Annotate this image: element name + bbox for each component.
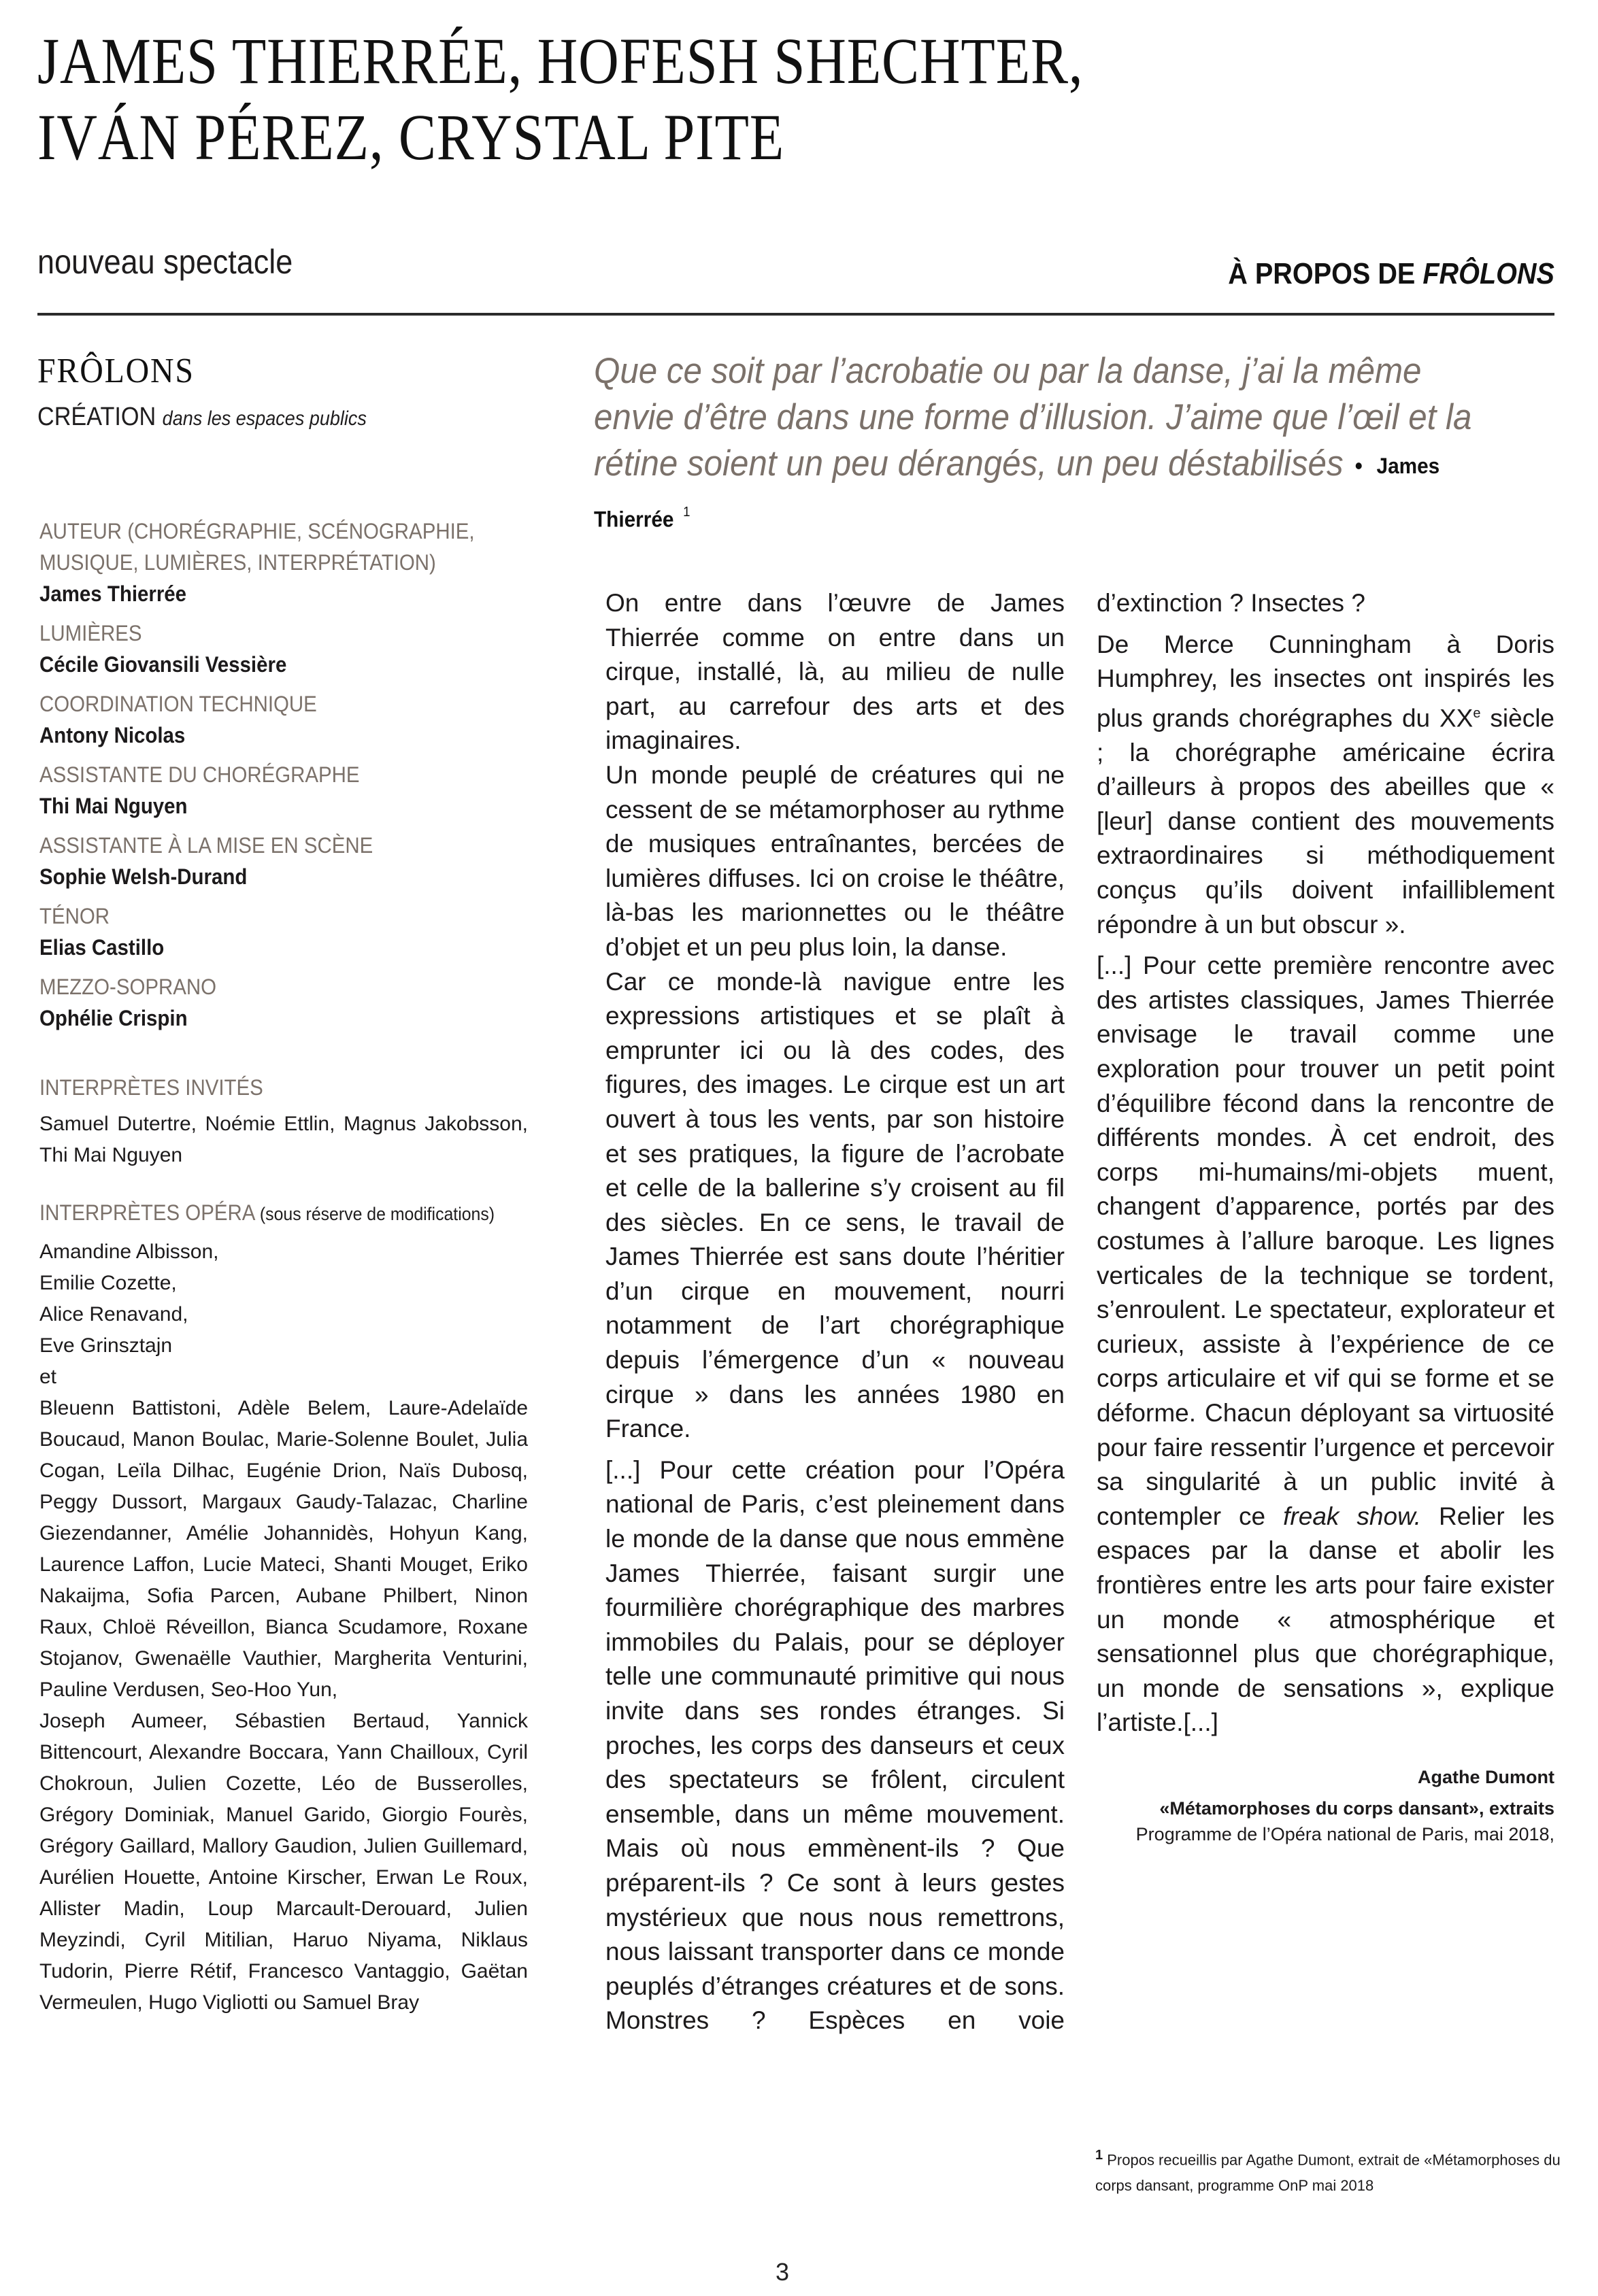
credit-name-author: James Thierrée [39,581,187,606]
header-rule [37,313,1554,316]
credit-label-assistant-choreo: ASSISTANTE DU CHORÉGRAPHE [39,762,360,787]
credit-label-assistant-stage: ASSISTANTE À LA MISE EN SCÈNE [39,833,373,858]
article-paragraph: Un monde peuplé de créatures qui ne cessent de se métamorphoser au rythme de musiques entraînantes, bercées de lumières diffuses. Ici on croise le théâtre, là-bas les marionnettes ou le théâtre d’objet et un peu plus loin, la danse. [605,760,1065,961]
opera-group-2: Joseph Aumeer, Sébastien Bertaud, Yannick Bittencourt, Alexandre Boccara, Yann Chailloux, Cyril Chokroun, Julien Cozette, Léo de Busserolles, Grégory Dominiak, Manuel Garido, Giorgio Fourès, Grégory Gaillard, Mallory Gaudion, Julien Guillemard, Aurélien Houette, Antoine Kirscher, Erwan Le Roux, Allister Madin, Loup Marcault-Derouard, Julien Meyzindi, Cyril Mitilian, Haruo Niyama, Niklaus Tudorin, Pierre Rétif, Francesco Vantaggio, Gaëtan Vermeulen, Hugo Vigliotti ou Samuel Bray [39,1710,528,2014]
show-kind [37,403,367,432]
article-paragraph: On entre dans l’œuvre de James Thierrée comme on entre dans un cirque, installé, là, au milieu de nulle part, au carrefour des arts et des imaginaires. [605,589,1065,755]
title-line-1: JAMES THIERRÉE, HOFESH SHECHTER, [37,24,1084,97]
section-prefix: À PROPOS DE [1228,257,1423,290]
credits-column [39,516,528,2019]
page-number: 3 [776,2258,790,2286]
credit-name-lights: Cécile Giovansili Vessière [39,652,287,677]
show-kind-detail: dans les espaces publics [162,407,367,430]
article-paragraph: d’extinction ? Insectes ? [1097,589,1365,617]
footnote [1095,2142,1565,2199]
title-line-2: IVÁN PÉREZ, CRYSTAL PITE [37,101,785,173]
text-span: Relier les espaces par la danse et abolir les frontières entre les arts pour faire exister un monde « atmosphérique et sensationnel plus que chorégraphique, un monde de sensations », explique l’artiste.[...] [1097,1502,1554,1737]
article-paragraph: [...] Pour cette création pour l’Opéra national de Paris, c’est pleinement dans le monde de la danse que nous emmène James Thierrée, faisant surgir une fourmilière chorégraphique des marbres immobiles du Palais, pour se déployer telle une communauté primitive qui nous invite dans ses rondes étranges. Si proches, les corps des danseurs et ceux des spectateurs se frôlent, circulent ensemble, dans un même mouvement. Mais où nous emmènent-ils ? Que préparent-ils ? Ce sont à leurs gestes mystérieux que nous nous remettrons, nous laissant transporter dans ce monde peuplés d’étranges créatures et de sons. Monstres ? Espèces en voie [605,1455,1065,2035]
text-span: siècle ; la chorégraphe américaine écrira d’ailleurs à propos des abeilles que « [leur] danse contient des mouvements extraordinaires si méthodiquement conçus qu’ils doivent infailliblement répondre à un but obscur ». [1097,704,1554,939]
credit-name-tech: Antony Nicolas [39,723,186,747]
page-title [37,23,1208,175]
article-paragraph [1097,628,1554,943]
credit-label-lights: LUMIÈRES [39,621,142,645]
credit-label-mezzo: MEZZO-SOPRANO [39,975,217,999]
article-paragraph [1097,949,1554,1740]
credit-label-tenor: TÉNOR [39,904,110,928]
footnote-number: 1 [1095,2148,1103,2163]
show-kind-label: CRÉATION [37,403,156,431]
guest-performers-label: INTERPRÈTES INVITÉS [39,1075,263,1100]
credit-name-assistant-choreo: Thi Mai Nguyen [39,794,188,818]
opera-lead-2: Emilie Cozette, [39,1272,177,1294]
guest-performers-names: Samuel Dutertre, Noémie Ettlin, Magnus Jakobsson, Thi Mai Nguyen [39,1113,528,1166]
opera-lead-3: Alice Renavand, [39,1303,188,1326]
credit-label-author: AUTEUR (CHORÉGRAPHIE, SCÉNOGRAPHIE, [39,519,475,543]
section-heading [1228,257,1554,291]
quote-text: Que ce soit par l’acrobatie ou par la danse, j’ai la même envie d’être dans une forme d’illusion. J’aime que l’œil et la rétine soient un peu dérangés, un peu déstabilisés [594,351,1472,484]
article-signature [1136,1761,1554,1844]
pull-quote [594,348,1493,543]
credit-name-mezzo: Ophélie Crispin [39,1006,188,1030]
quote-bullet: • [1354,452,1363,479]
signature-work: «Métamorphoses du corps dansant», extraits [1159,1798,1554,1819]
signature-source: Programme de l’Opéra national de Paris, mai 2018, [1135,1824,1554,1844]
superscript: e [1473,705,1481,721]
section-title: FRÔLONS [1422,257,1554,290]
opera-lead-1: Amandine Albisson, [39,1240,219,1263]
article-column-2 [1097,586,1554,1747]
subtitle: nouveau spectacle [37,243,293,281]
opera-performers-label [39,1197,495,1230]
credit-name-tenor: Elias Castillo [39,935,165,960]
footnote-text: Propos recueillis par Agathe Dumont, extrait de «Métamorphoses du corps dansant, programme OnP mai 2018 [1095,2151,1561,2195]
signature-author: Agathe Dumont [1418,1767,1554,1787]
opera-lead-and: et [39,1366,57,1388]
article-column-1 [605,586,1065,2045]
italic-term: freak show. [1283,1502,1422,1530]
credit-name-assistant-stage: Sophie Welsh-Durand [39,864,248,889]
quote-footnote-ref: 1 [683,505,690,520]
opera-performers-note: (sous réserve de modifications) [259,1204,495,1224]
credit-label-author-2: MUSIQUE, LUMIÈRES, INTERPRÉTATION) [39,550,436,575]
credit-label-tech: COORDINATION TECHNIQUE [39,692,317,716]
opera-performers-label-text: INTERPRÈTES OPÉRA [39,1200,254,1225]
article-paragraph: Car ce monde-là navigue entre les expressions artistiques et se plaît à emprunter ici ou là des codes, des figures, des images. Le cirque est un art ouvert à tous les vents, par son histoire et ses pratiques, la figure de l’acrobate et celle de la ballerine s’y croisent au fil des siècles. En ce sens, le travail de James Thierrée est sans doute l’héritier d’un cirque en mouvement, nourri notamment de l’art chorégraphique depuis l’émergence d’un « nouveau cirque » dans les années 1980 en France. [605,967,1065,1443]
quote-author: James Thierrée [594,454,1440,532]
opera-group-1: Bleuenn Battistoni, Adèle Belem, Laure-Adelaïde Boucaud, Manon Boulac, Marie-Solenne Boulet, Julia Cogan, Leïla Dilhac, Eugénie Drion, Naïs Dubosq, Peggy Dussort, Margaux Gaudy-Talazac, Charline Giezendanner, Amélie Johannidès, Hohyun Kang, Laurence Laffon, Lucie Mateci, Shanti Mouget, Eriko Nakaijma, Sofia Parcen, Aubane Philbert, Ninon Raux, Chloë Réveillon, Bianca Scudamore, Roxane Stojanov, Gwenaëlle Vauthier, Margherita Venturini, Pauline Verdusen, Seo-Hoo Yun, [39,1397,528,1701]
text-span: [...] Pour cette première rencontre avec des artistes classiques, James Thierrée envisage le travail comme une exploration pour trouver un petit point d’équilibre fécond dans la rencontre de différents mondes. À cet endroit, des corps mi-humains/mi-objets muent, changent d’apparence, portés par des costumes à l’allure baroque. Les lignes verticales de la technique se tordent, s’enroulent. Le spectateur, explorateur et curieux, assiste à l’expérience de ce corps articulaire et vif qui se forme et se déforme. Chacun déployant sa virtuosité pour faire ressentir l’urgence et percevoir sa singularité à un public invité à contempler ce [1097,951,1554,1530]
show-title: FRÔLONS [37,352,195,390]
opera-lead-4: Eve Grinsztajn [39,1334,173,1357]
text-span: De Merce Cunningham à Doris Humphrey, les insectes ont inspirés les plus grands chorégraphes du XX [1097,630,1554,732]
